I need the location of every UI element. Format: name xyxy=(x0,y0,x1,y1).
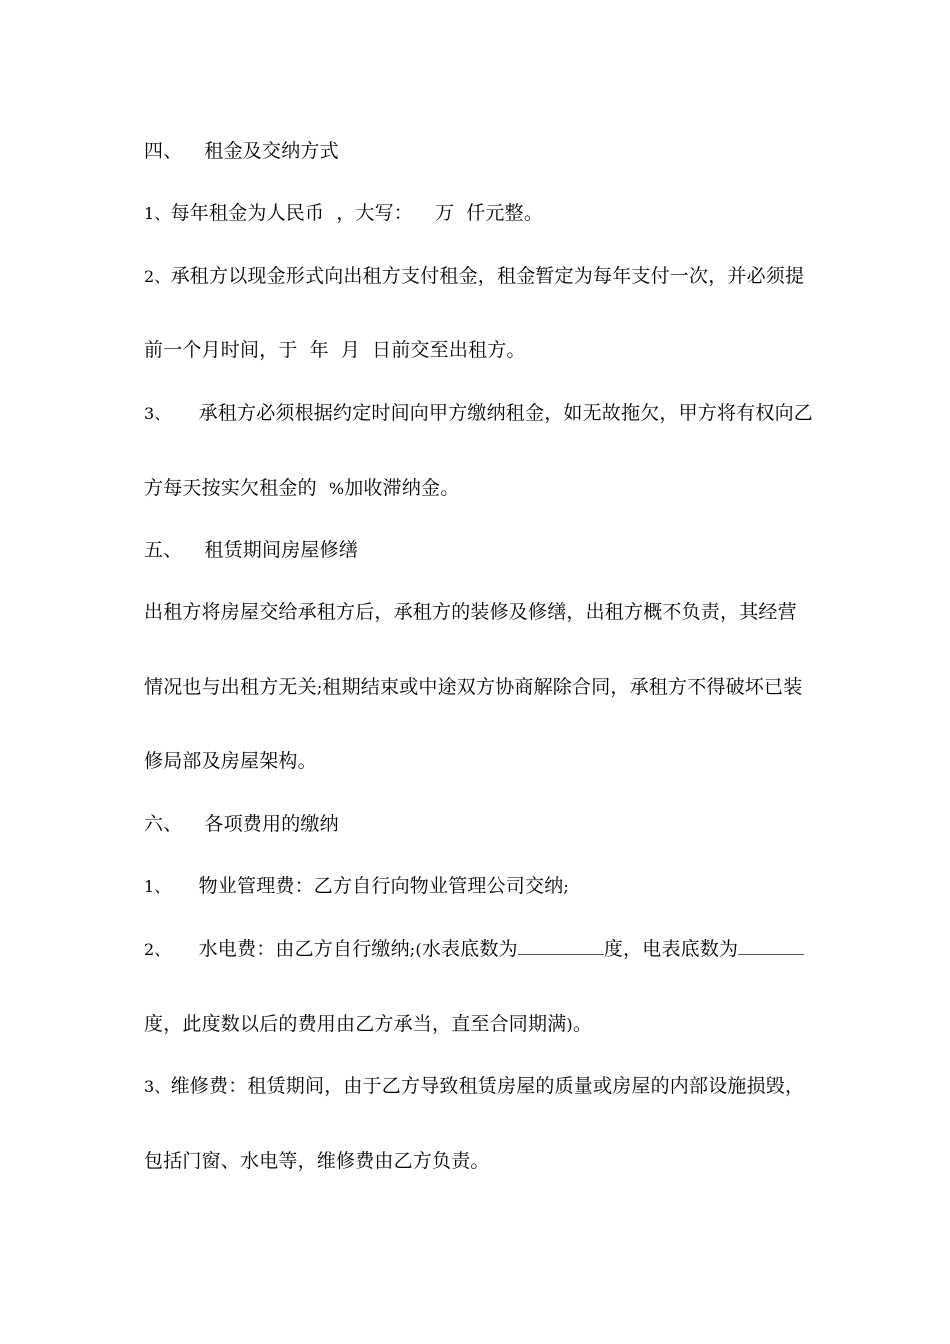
section-6-item-2-line-2 xyxy=(144,1012,592,1037)
item-text: 度，电表底数为 xyxy=(603,938,739,960)
item-text: 仟元整。 xyxy=(466,202,544,224)
item-text: 加收滞纳金。 xyxy=(344,477,460,499)
item-number: 3、 xyxy=(144,1077,171,1096)
item-number: 1、 xyxy=(144,877,171,896)
section-5-heading xyxy=(144,538,358,562)
item-number: 2、 xyxy=(144,940,171,959)
close-paren: ) xyxy=(566,1015,573,1034)
section-number: 四、 xyxy=(144,140,183,162)
item-text: ，大写： xyxy=(336,202,414,224)
section-number: 六、 xyxy=(144,813,183,835)
item-text: 方每天按实欠租金的 xyxy=(144,477,317,499)
paragraph-text: 情况也与出租方无关 xyxy=(144,676,317,698)
item-text: 承租方以现金形式向出租方支付租金，租金暂定为每年支付一次，并必须提 xyxy=(170,265,805,287)
electric-reading-blank[interactable] xyxy=(738,938,804,955)
section-4-item-3-line-1 xyxy=(144,401,813,426)
section-number: 五、 xyxy=(144,539,183,561)
item-text: 物业管理费：乙方自行向物业管理公司交纳 xyxy=(198,875,564,897)
item-text: 度，此度数以后的费用由乙方承当，直至合同期满 xyxy=(144,1013,567,1035)
item-text: 水表底数为 xyxy=(421,938,518,960)
water-reading-blank[interactable] xyxy=(518,938,604,955)
semicolon: ; xyxy=(563,877,569,896)
section-6-heading xyxy=(144,812,339,836)
item-text: 水电费：由乙方自行缴纳 xyxy=(198,938,410,960)
section-4-item-2-line-1 xyxy=(144,264,804,289)
item-number: 3、 xyxy=(144,404,171,423)
percent-sign: % xyxy=(328,479,345,498)
item-text: 年 xyxy=(309,339,329,361)
item-text: 万 xyxy=(435,202,455,224)
section-5-para-line-3 xyxy=(144,749,317,773)
section-6-item-3-line-2 xyxy=(144,1149,490,1173)
paragraph-text: 租期结束或中途双方协商解除合同，承租方不得破坏已装 xyxy=(322,676,803,698)
section-title: 租金及交纳方式 xyxy=(204,140,339,162)
paragraph-text: 出租方将房屋交给承租方后，承租方的装修及修缮，出租方概不负责，其经营 xyxy=(144,601,797,623)
section-5-para-line-1 xyxy=(144,600,797,624)
item-number: 2、 xyxy=(144,267,171,286)
paragraph-text: 修局部及房屋架构。 xyxy=(144,750,317,772)
section-4-heading xyxy=(144,139,339,163)
item-text: 。 xyxy=(572,1013,593,1035)
section-5-para-line-2 xyxy=(144,675,802,700)
item-text: 日前交至出租方。 xyxy=(372,339,526,361)
semicolon-paren: ;( xyxy=(409,940,422,959)
item-number: 1、 xyxy=(144,204,171,223)
item-text: 每年租金为人民币 xyxy=(170,202,325,224)
item-text: 包括门窗、水电等，维修费由乙方负责。 xyxy=(144,1150,490,1172)
section-6-item-3-line-1 xyxy=(144,1074,804,1099)
section-title: 租赁期间房屋修缮 xyxy=(204,539,359,561)
section-4-item-1 xyxy=(144,201,543,226)
item-text: 维修费：租赁期间，由于乙方导致租赁房屋的质量或房屋的内部设施损毁， xyxy=(170,1075,805,1097)
section-6-item-1 xyxy=(144,874,569,899)
section-4-item-2-line-2 xyxy=(144,338,526,362)
semicolon: ; xyxy=(316,678,323,697)
item-text: 前一个月时间，于 xyxy=(144,339,298,361)
section-title: 各项费用的缴纳 xyxy=(204,813,339,835)
section-6-item-2-line-1 xyxy=(144,937,804,962)
section-4-item-3-line-2 xyxy=(144,476,459,501)
item-text: 月 xyxy=(340,339,361,361)
item-text: 承租方必须根据约定时间向甲方缴纳租金，如无故拖欠，甲方将有权向乙 xyxy=(198,402,813,424)
